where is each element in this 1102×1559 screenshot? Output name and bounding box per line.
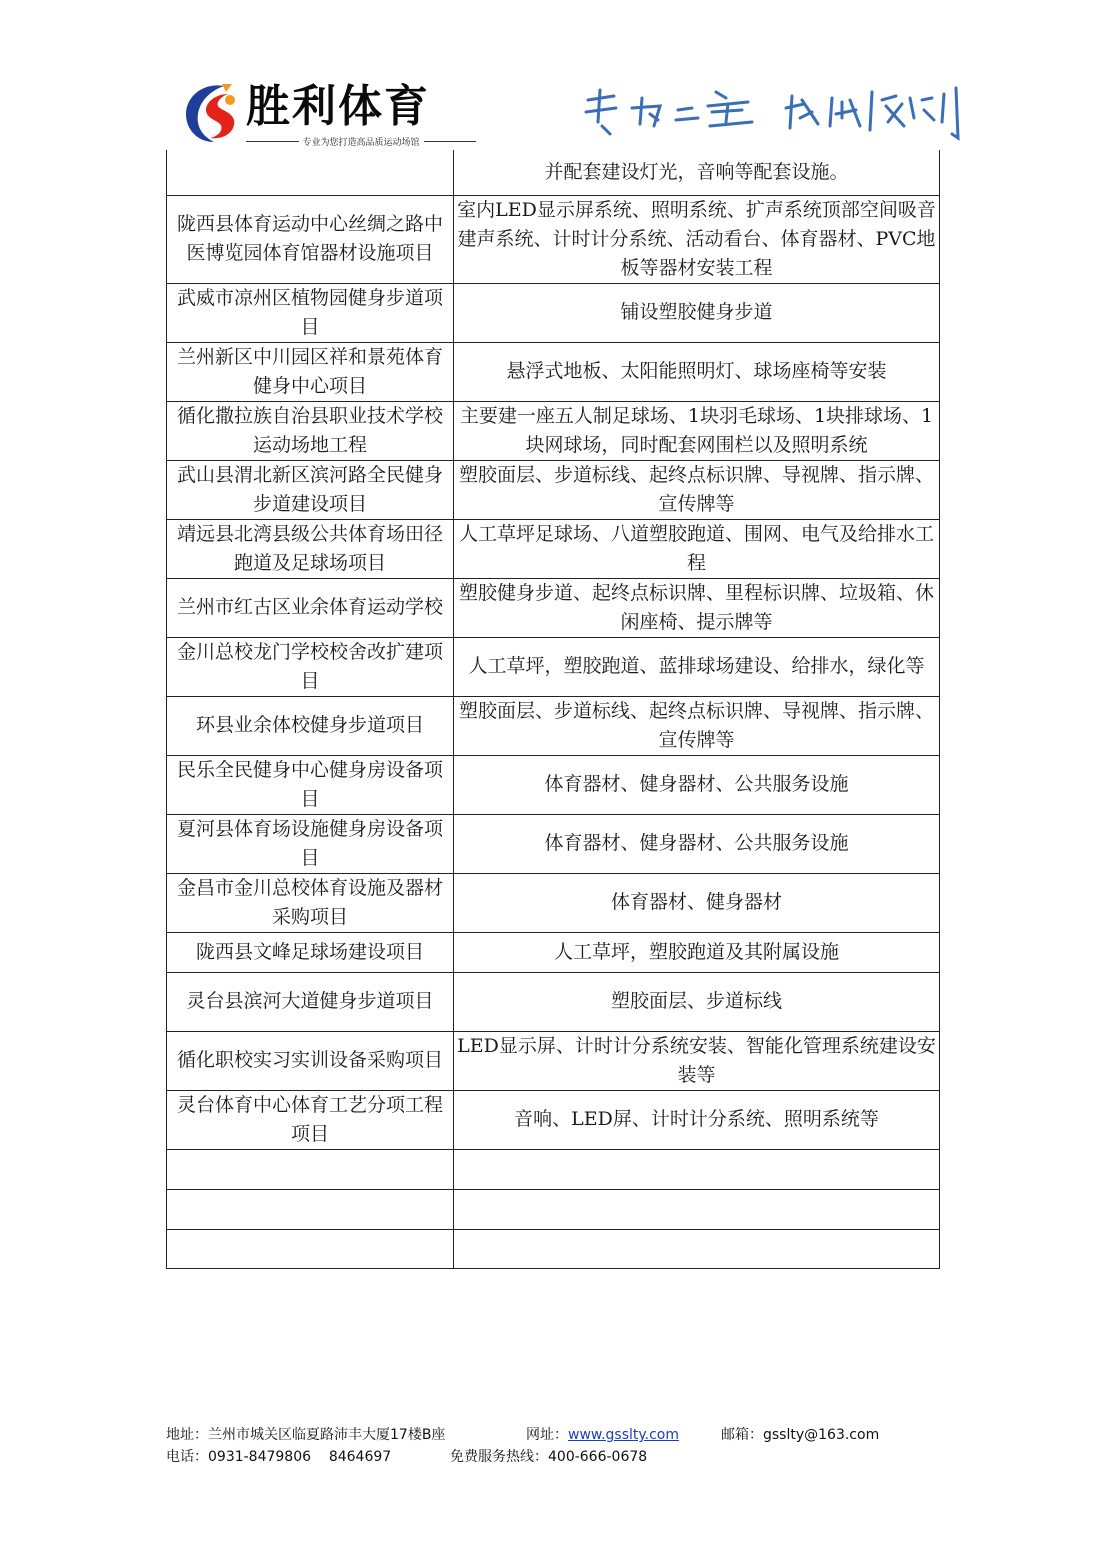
table-row [167, 283, 940, 342]
slogan-rule-right [424, 141, 477, 142]
footer-website-label: 网址： [526, 1427, 568, 1443]
table-row [167, 519, 940, 578]
project-name-cell: 兰州市红古区业余体育运动学校 [167, 578, 454, 637]
page-header [0, 0, 1102, 150]
project-name-cell: 循化职校实习实训设备采购项目 [167, 1031, 454, 1090]
handwritten-motto [580, 78, 980, 148]
footer-website-group [526, 1424, 679, 1446]
footer-address: 地址：兰州市城关区临夏路沛丰大厦17楼B座 [166, 1427, 446, 1443]
project-name-cell: 循化撒拉族自治县职业技术学校运动场地工程 [167, 401, 454, 460]
footer-line-1 [166, 1424, 966, 1446]
project-content-cell: 塑胶面层、步道标线 [454, 972, 940, 1031]
project-content-cell: 体育器材、健身器材 [454, 873, 940, 932]
empty-cell [167, 1189, 454, 1229]
project-content-cell: 室内LED显示屏系统、照明系统、扩声系统顶部空间吸音建声系统、计时计分系统、活动看台、体育器材、PVC地板等器材安装工程 [454, 195, 940, 283]
page-footer [166, 1424, 966, 1468]
table-row-empty [167, 1189, 940, 1229]
project-name-cell: 灵台体育中心体育工艺分项工程项目 [167, 1090, 454, 1149]
project-content-cell: 人工草坪，塑胶跑道及其附属设施 [454, 932, 940, 972]
project-name-cell: 夏河县体育场设施健身房设备项目 [167, 814, 454, 873]
project-content-cell: 体育器材、健身器材、公共服务设施 [454, 755, 940, 814]
project-content-cell: 塑胶面层、步道标线、起终点标识牌、导视牌、指示牌、宣传牌等 [454, 460, 940, 519]
project-content-cell: LED显示屏、计时计分系统安装、智能化管理系统建设安装等 [454, 1031, 940, 1090]
empty-cell [167, 1229, 454, 1268]
empty-cell [454, 1229, 940, 1268]
project-content-cell: 塑胶面层、步道标线、起终点标识牌、导视牌、指示牌、宣传牌等 [454, 696, 940, 755]
project-content-cell: 人工草坪足球场、八道塑胶跑道、围网、电气及给排水工程 [454, 519, 940, 578]
table-row [167, 460, 940, 519]
table-row [167, 637, 940, 696]
project-name-cell: 民乐全民健身中心健身房设备项目 [167, 755, 454, 814]
table-row-empty [167, 1229, 940, 1268]
project-name-cell [167, 150, 454, 195]
empty-cell [167, 1149, 454, 1189]
project-content-cell: 悬浮式地板、太阳能照明灯、球场座椅等安装 [454, 342, 940, 401]
project-name-cell: 武山县渭北新区滨河路全民健身步道建设项目 [167, 460, 454, 519]
table-row [167, 578, 940, 637]
table-row [167, 401, 940, 460]
table-row [167, 755, 940, 814]
project-content-cell: 并配套建设灯光，音响等配套设施。 [454, 150, 940, 195]
table-row [167, 1090, 940, 1149]
project-content-cell: 体育器材、健身器材、公共服务设施 [454, 814, 940, 873]
project-name-cell: 兰州新区中川园区祥和景苑体育健身中心项目 [167, 342, 454, 401]
project-content-cell: 铺设塑胶健身步道 [454, 283, 940, 342]
empty-cell [454, 1149, 940, 1189]
brand-slogan: 专业为您打造高品质运动场馆 [302, 137, 420, 148]
project-name-cell: 金昌市金川总校体育设施及器材采购项目 [167, 873, 454, 932]
table-row [167, 814, 940, 873]
company-logo-icon [180, 80, 240, 146]
project-name-cell: 武威市凉州区植物园健身步道项目 [167, 283, 454, 342]
project-name-cell: 环县业余体校健身步道项目 [167, 696, 454, 755]
empty-cell [454, 1189, 940, 1229]
footer-phone: 电话：0931-8479806 8464697 [166, 1449, 392, 1465]
table-row [167, 972, 940, 1031]
project-content-cell: 主要建一座五人制足球场、1块羽毛球场、1块排球场、1块网球场，同时配套网围栏以及照明系统 [454, 401, 940, 460]
brand-slogan-row [246, 134, 476, 148]
table-row-empty [167, 1149, 940, 1189]
table-row [167, 342, 940, 401]
table-row [167, 1031, 940, 1090]
slogan-rule-left [246, 141, 299, 142]
project-name-cell: 靖远县北湾县级公共体育场田径跑道及足球场项目 [167, 519, 454, 578]
project-name-cell: 陇西县体育运动中心丝绸之路中医博览园体育馆器材设施项目 [167, 195, 454, 283]
footer-hotline: 免费服务热线：400-666-0678 [450, 1449, 648, 1465]
table-row [167, 195, 940, 283]
table-row [167, 696, 940, 755]
project-content-cell: 音响、LED屏、计时计分系统、照明系统等 [454, 1090, 940, 1149]
footer-email: 邮箱：gsslty@163.com [721, 1427, 880, 1443]
project-table [166, 150, 939, 1269]
project-name-cell: 金川总校龙门学校校舍改扩建项目 [167, 637, 454, 696]
table-row [167, 932, 940, 972]
footer-line-2 [166, 1446, 966, 1468]
brand-name: 胜利体育 [246, 81, 430, 132]
footer-website-link[interactable]: www.gsslty.com [568, 1427, 680, 1443]
project-content-cell: 人工草坪，塑胶跑道、蓝排球场建设、给排水，绿化等 [454, 637, 940, 696]
table-row [167, 873, 940, 932]
project-content-cell: 塑胶健身步道、起终点标识牌、里程标识牌、垃圾箱、休闲座椅、提示牌等 [454, 578, 940, 637]
project-name-cell: 灵台县滨河大道健身步道项目 [167, 972, 454, 1031]
table-row [167, 150, 940, 195]
project-name-cell: 陇西县文峰足球场建设项目 [167, 932, 454, 972]
